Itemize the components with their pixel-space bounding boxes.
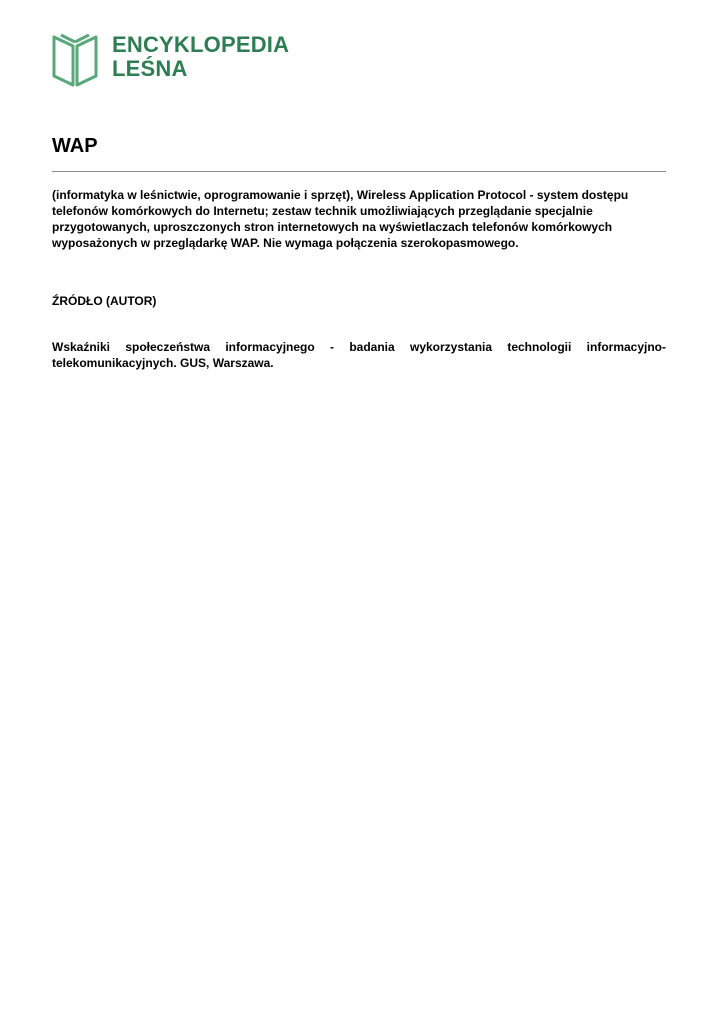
- source-text: Wskaźniki społeczeństwa informacyjnego - badania wykorzystania technologii informacyjno-telekomunikacyjnych. GUS, Warszawa.: [52, 340, 666, 370]
- logo-line-1: ENCYKLOPEDIA: [112, 32, 290, 57]
- site-header: [52, 33, 289, 89]
- logo-wordmark: [112, 33, 289, 81]
- title-divider: [52, 171, 666, 172]
- open-book-icon: [52, 33, 98, 87]
- entry-definition: (informatyka w leśnictwie, oprogramowanie i sprzęt), Wireless Application Protocol - system dostępu telefonów komórkowych do Internetu; zestaw technik umożliwiających przeglądanie specjalnie przygotowanych, uproszczonych stron internetowych na wyświetlaczach telefonów komórkowych wyposażonych w przeglądarkę WAP. Nie wymaga połączenia szerokopasmowego.: [52, 188, 629, 250]
- logo-line-2: LEŚNA: [112, 56, 188, 81]
- source-heading: ŹRÓDŁO (AUTOR): [52, 294, 157, 308]
- entry-title: WAP: [52, 135, 98, 157]
